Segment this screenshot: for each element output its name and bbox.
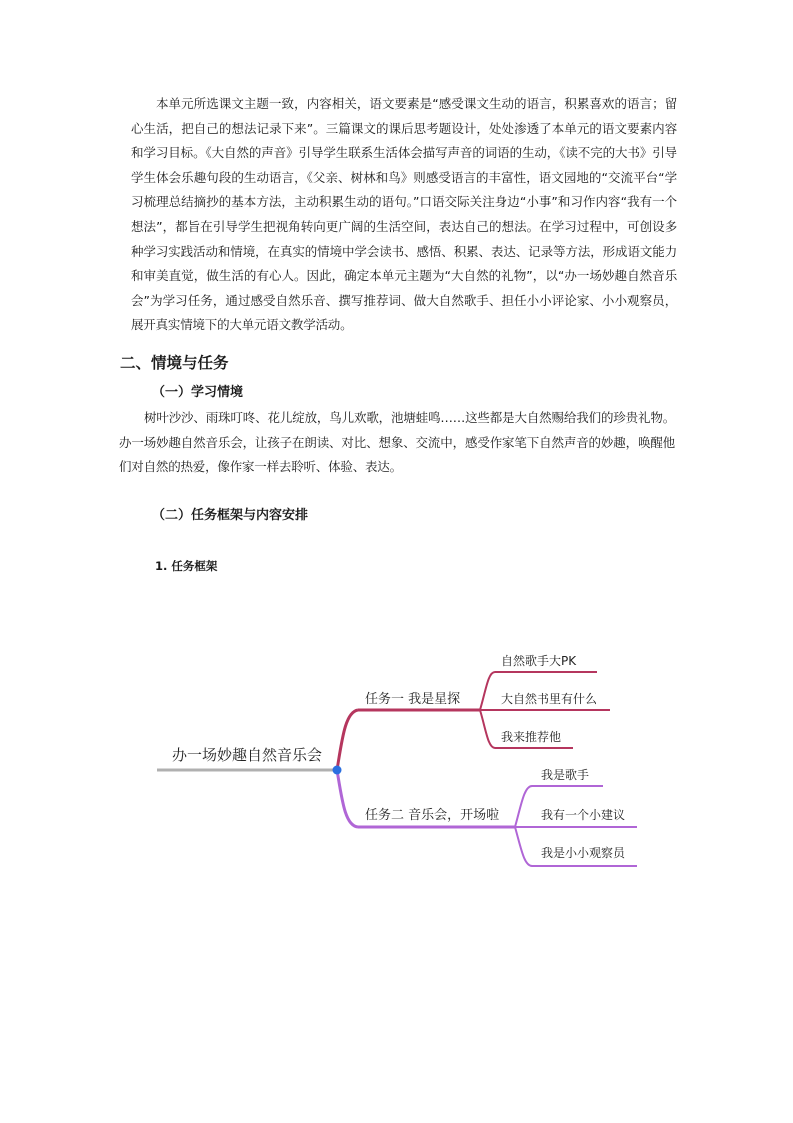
subsection-heading-task-framework: （二）任务框架与内容安排 — [152, 508, 309, 523]
branch-2-child-3-label: 我是小小观察员 — [541, 846, 626, 860]
branch-2-child-1-label: 我是歌手 — [541, 768, 590, 782]
subsection-heading-learning-situation: （一）学习情境 — [152, 385, 244, 400]
scenario-paragraph: 树叶沙沙、雨珠叮咚、花儿绽放，鸟儿欢歌，池塘蛙鸣……这些都是大自然赐给我们的珍贵礼物。办一场妙趣自然音乐会，让孩子在朗读、对比、想象、交流中，感受作家笔下自然声音的妙趣，唤醒他们对自然的热爱，像作家一样去聆听、体验、表达。 — [119, 410, 675, 475]
branch-2-child-1-curve — [515, 786, 532, 827]
subsubsection-heading-task-framework: 1. 任务框架 — [155, 559, 218, 573]
branch-2-label: 任务二 音乐会，开场啦 — [365, 808, 500, 823]
branch-1-child-1-label: 自然歌手大PK — [501, 654, 577, 668]
section-heading-situation-task: 二、情境与任务 — [120, 354, 229, 372]
branch-2-curve — [337, 770, 358, 827]
branch-2-child-2-label: 我有一个小建议 — [541, 808, 626, 822]
branch-1-child-2-label: 大自然书里有什么 — [501, 692, 598, 706]
intro-paragraph: 本单元所选课文主题一致，内容相关，语文要素是“感受课文生动的语言，积累喜欢的语言；留心生活，把自己的想法记录下来”。三篇课文的课后思考题设计，处处渗透了本单元的语文要素内容和学习目标。《大自然的声音》引导学生联系生活体会描写声音的词语的生动，《读不完的大书》引导学生体会乐趣句段的生动语言，《父亲、树林和鸟》则感受语言的丰富性，语文园地的“交流平台“学习梳理总结摘抄的基本方法，主动积累生动的语句。”口语交际关注身边“小事”和习作内容“我有一个想法”，都旨在引导学生把视角转向更广阔的生活空间，表达自己的想法。在学习过程中，可创设多种学习实践活动和情境，在真实的情境中学会读书、感悟、积累、表达、记录等方法，形成语文能力和审美直觉，做生活的有心人。因此，确定本单元主题为“大自然的礼物”，以“办一场妙趣自然音乐会”为学习任务，通过感受自然乐音、撰写推荐词、做大自然歌手、担任小小评论家、小小观察员，展开真实情境下的大单元语文教学活动。 — [131, 96, 677, 333]
mindmap-root-label: 办一场妙趣自然音乐会 — [172, 746, 323, 764]
root-node-dot — [333, 766, 342, 775]
branch-1-child-1-curve — [480, 672, 495, 710]
branch-2-child-3-curve — [515, 827, 532, 866]
branch-1-label: 任务一 我是星探 — [365, 692, 461, 707]
branch-1-child-3-curve — [480, 710, 495, 748]
branch-1-child-3-label: 我来推荐他 — [501, 730, 562, 744]
branch-1-curve — [337, 710, 358, 770]
